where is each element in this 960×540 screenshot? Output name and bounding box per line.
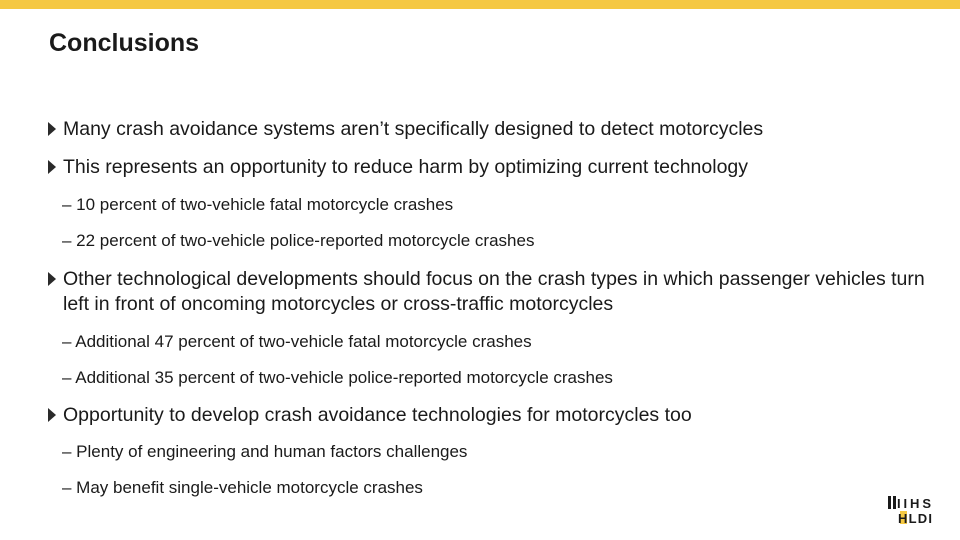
- bullet-4: [48, 403, 928, 428]
- bullet-text: Opportunity to develop crash avoidance technologies for motorcycles too: [63, 404, 692, 426]
- bullet-3: [48, 267, 928, 317]
- bullet-text: This represents an opportunity to reduce harm by optimizing current technology: [63, 156, 749, 178]
- sub-bullet: – Plenty of engineering and human factors challenges: [62, 442, 468, 461]
- bullet-2: [48, 155, 928, 180]
- bullet-text: Many crash avoidance systems aren’t specifically designed to detect motorcycles: [63, 118, 764, 140]
- bullet-arrow-icon: [48, 408, 56, 422]
- slide-title: Conclusions: [49, 29, 200, 57]
- logo-text-top: IIHS: [897, 496, 931, 511]
- sub-bullet: – 10 percent of two-vehicle fatal motorcycle crashes: [62, 195, 454, 214]
- top-accent-bar: [0, 0, 960, 9]
- bullet-arrow-icon: [48, 122, 56, 136]
- iihs-hldi-logo: [888, 495, 936, 525]
- sub-bullet: – May benefit single-vehicle motorcycle crashes: [62, 478, 423, 497]
- logo-text-bottom: HLDI: [898, 511, 932, 525]
- logo-bar: [888, 496, 891, 509]
- bullet-text: Other technological developments should focus on the crash types in which passenger vehicles turn left in front of oncoming motorcycles or cross-traffic motorcycles: [63, 268, 925, 315]
- bullet-arrow-icon: [48, 272, 56, 286]
- sub-bullet: – Additional 35 percent of two-vehicle police-reported motorcycle crashes: [62, 368, 613, 387]
- logo-bar: [893, 496, 896, 509]
- bullet-1: [48, 117, 928, 142]
- bullet-arrow-icon: [48, 160, 56, 174]
- sub-bullet: – Additional 47 percent of two-vehicle fatal motorcycle crashes: [62, 332, 532, 351]
- sub-bullet: – 22 percent of two-vehicle police-reported motorcycle crashes: [62, 231, 535, 250]
